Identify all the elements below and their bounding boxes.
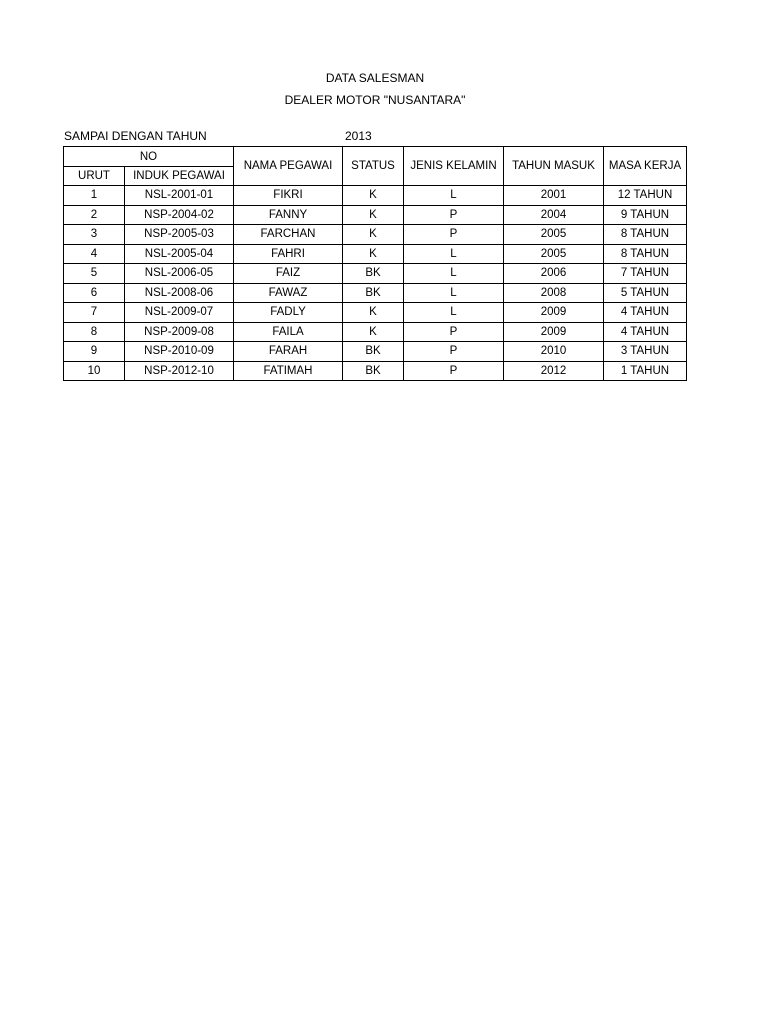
- cell-induk-pegawai: NSL-2001-01: [125, 186, 234, 206]
- cell-status: K: [343, 244, 404, 264]
- cell-nama-pegawai: FADLY: [234, 303, 343, 323]
- cell-masa-kerja: 7 TAHUN: [604, 264, 687, 284]
- table-row: [64, 225, 687, 245]
- table-body: [64, 186, 687, 381]
- cell-tahun-masuk: 2009: [504, 322, 604, 342]
- cell-masa-kerja: 1 TAHUN: [604, 361, 687, 381]
- cell-tahun-masuk: 2006: [504, 264, 604, 284]
- cell-tahun-masuk: 2004: [504, 205, 604, 225]
- period-label: SAMPAI DENGAN TAHUN: [64, 129, 207, 143]
- cell-masa-kerja: 3 TAHUN: [604, 342, 687, 362]
- cell-tahun-masuk: 2008: [504, 283, 604, 303]
- header-tahun-masuk: TAHUN MASUK: [504, 147, 604, 186]
- cell-status: BK: [343, 361, 404, 381]
- cell-jenis-kelamin: P: [404, 205, 504, 225]
- cell-urut: 8: [64, 322, 125, 342]
- cell-tahun-masuk: 2001: [504, 186, 604, 206]
- cell-induk-pegawai: NSP-2010-09: [125, 342, 234, 362]
- cell-urut: 10: [64, 361, 125, 381]
- table-row: [64, 186, 687, 206]
- cell-status: K: [343, 186, 404, 206]
- cell-tahun-masuk: 2012: [504, 361, 604, 381]
- table-row: [64, 361, 687, 381]
- cell-tahun-masuk: 2009: [504, 303, 604, 323]
- cell-jenis-kelamin: L: [404, 264, 504, 284]
- cell-jenis-kelamin: L: [404, 303, 504, 323]
- cell-induk-pegawai: NSP-2004-02: [125, 205, 234, 225]
- table-row: [64, 205, 687, 225]
- cell-induk-pegawai: NSL-2005-04: [125, 244, 234, 264]
- cell-urut: 1: [64, 186, 125, 206]
- table-row: [64, 244, 687, 264]
- cell-urut: 5: [64, 264, 125, 284]
- cell-jenis-kelamin: L: [404, 244, 504, 264]
- table-row: [64, 264, 687, 284]
- cell-urut: 2: [64, 205, 125, 225]
- cell-jenis-kelamin: L: [404, 186, 504, 206]
- cell-jenis-kelamin: P: [404, 225, 504, 245]
- table-row: [64, 322, 687, 342]
- header-induk-pegawai: INDUK PEGAWAI: [125, 167, 234, 186]
- cell-masa-kerja: 4 TAHUN: [604, 322, 687, 342]
- header-jenis-kelamin: JENIS KELAMIN: [404, 147, 504, 186]
- table-row: [64, 303, 687, 323]
- cell-urut: 6: [64, 283, 125, 303]
- header-urut: URUT: [64, 167, 125, 186]
- cell-nama-pegawai: FARCHAN: [234, 225, 343, 245]
- header-masa-kerja: MASA KERJA: [604, 147, 687, 186]
- cell-jenis-kelamin: L: [404, 283, 504, 303]
- cell-induk-pegawai: NSP-2005-03: [125, 225, 234, 245]
- cell-masa-kerja: 12 TAHUN: [604, 186, 687, 206]
- cell-masa-kerja: 8 TAHUN: [604, 244, 687, 264]
- header-nama-pegawai: NAMA PEGAWAI: [234, 147, 343, 186]
- cell-status: K: [343, 205, 404, 225]
- cell-tahun-masuk: 2010: [504, 342, 604, 362]
- cell-status: BK: [343, 283, 404, 303]
- cell-nama-pegawai: FARAH: [234, 342, 343, 362]
- cell-status: BK: [343, 342, 404, 362]
- cell-status: K: [343, 225, 404, 245]
- header-status: STATUS: [343, 147, 404, 186]
- cell-nama-pegawai: FAIZ: [234, 264, 343, 284]
- cell-masa-kerja: 5 TAHUN: [604, 283, 687, 303]
- cell-induk-pegawai: NSP-2012-10: [125, 361, 234, 381]
- cell-induk-pegawai: NSL-2006-05: [125, 264, 234, 284]
- table-row: [64, 283, 687, 303]
- cell-status: K: [343, 303, 404, 323]
- cell-jenis-kelamin: P: [404, 322, 504, 342]
- cell-masa-kerja: 4 TAHUN: [604, 303, 687, 323]
- cell-urut: 7: [64, 303, 125, 323]
- document-subtitle: DEALER MOTOR "NUSANTARA": [284, 93, 466, 107]
- cell-induk-pegawai: NSL-2008-06: [125, 283, 234, 303]
- cell-nama-pegawai: FAHRI: [234, 244, 343, 264]
- cell-masa-kerja: 8 TAHUN: [604, 225, 687, 245]
- cell-nama-pegawai: FANNY: [234, 205, 343, 225]
- cell-jenis-kelamin: P: [404, 342, 504, 362]
- cell-tahun-masuk: 2005: [504, 244, 604, 264]
- cell-urut: 4: [64, 244, 125, 264]
- table-header: [64, 147, 687, 186]
- cell-urut: 3: [64, 225, 125, 245]
- cell-induk-pegawai: NSP-2009-08: [125, 322, 234, 342]
- salesman-table: [63, 146, 687, 381]
- cell-status: BK: [343, 264, 404, 284]
- document-title: DATA SALESMAN: [325, 71, 425, 85]
- period-year: 2013: [345, 129, 372, 143]
- cell-nama-pegawai: FAWAZ: [234, 283, 343, 303]
- cell-induk-pegawai: NSL-2009-07: [125, 303, 234, 323]
- header-no: NO: [64, 147, 234, 167]
- cell-nama-pegawai: FAILA: [234, 322, 343, 342]
- cell-nama-pegawai: FIKRI: [234, 186, 343, 206]
- cell-nama-pegawai: FATIMAH: [234, 361, 343, 381]
- cell-tahun-masuk: 2005: [504, 225, 604, 245]
- table-row: [64, 342, 687, 362]
- cell-masa-kerja: 9 TAHUN: [604, 205, 687, 225]
- cell-status: K: [343, 322, 404, 342]
- cell-jenis-kelamin: P: [404, 361, 504, 381]
- cell-urut: 9: [64, 342, 125, 362]
